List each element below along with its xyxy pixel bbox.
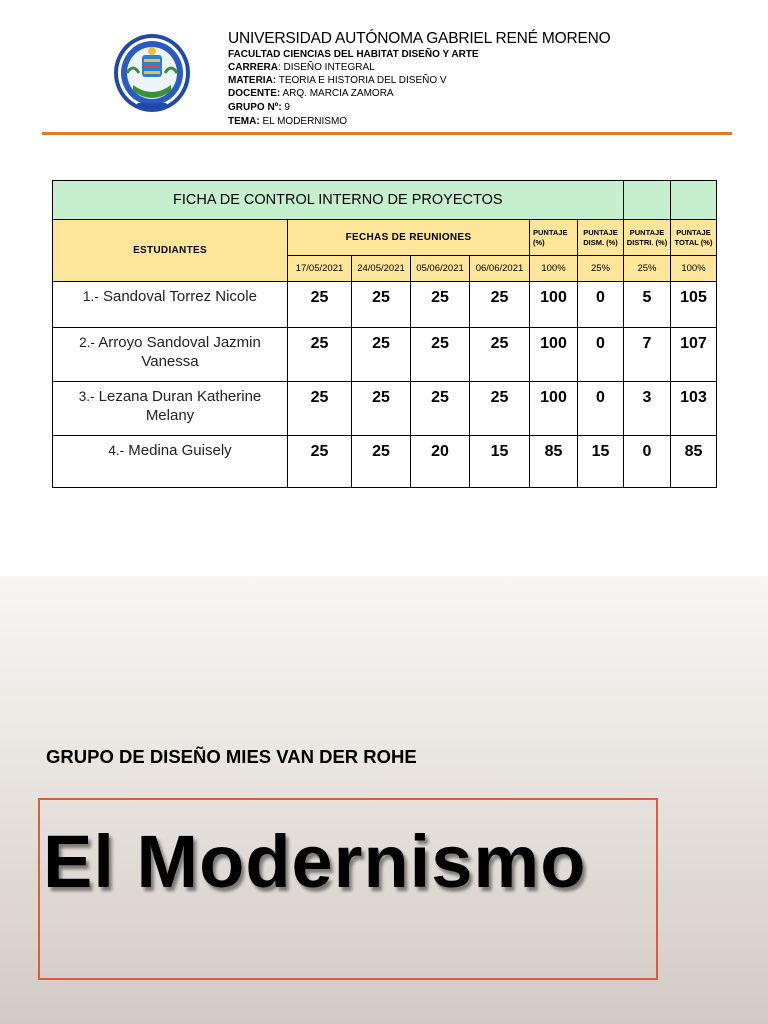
total-header: PUNTAJE TOTAL (%) [671, 220, 717, 256]
student-name-cell [53, 382, 288, 436]
weight-cell: 25% [624, 256, 671, 282]
distri-cell: 3 [624, 382, 671, 436]
score-cell: 25 [288, 328, 352, 382]
header-divider [42, 132, 732, 135]
student-number: 3.- [78, 389, 95, 404]
table-title: FICHA DE CONTROL INTERNO DE PROYECTOS [53, 181, 624, 220]
student-name: Sandoval Torrez Nicole [102, 288, 257, 305]
weight-cell: 100% [671, 256, 717, 282]
distri-cell: 7 [624, 328, 671, 382]
teacher-value: ARQ. MARCIA ZAMORA [280, 88, 394, 99]
puntaje-cell: 100 [530, 382, 578, 436]
score-cell: 25 [288, 282, 352, 328]
date-cell: 06/06/2021 [470, 256, 530, 282]
puntaje-cell: 100 [530, 282, 578, 328]
score-cell: 25 [411, 282, 470, 328]
group-value: 9 [281, 102, 290, 113]
topic-line [228, 117, 347, 127]
score-cell: 25 [470, 328, 530, 382]
university-name: UNIVERSIDAD AUTÓNOMA GABRIEL RENÉ MORENO [228, 30, 611, 47]
distri-cell: 5 [624, 282, 671, 328]
teacher-label: DOCENTE: [228, 88, 281, 99]
table-row [53, 436, 717, 488]
score-cell: 25 [411, 382, 470, 436]
career-label: CARRERA [228, 62, 278, 73]
student-number: 1.- [83, 289, 99, 304]
score-cell: 20 [411, 436, 470, 488]
score-cell: 25 [288, 382, 352, 436]
career-value: : DISEÑO INTEGRAL [278, 62, 375, 73]
main-title: El Modernismo [43, 820, 587, 903]
score-cell: 25 [411, 328, 470, 382]
design-group-title: GRUPO DE DISEÑO MIES VAN DER ROHE [46, 746, 417, 767]
total-cell: 103 [671, 382, 717, 436]
score-cell: 25 [352, 382, 411, 436]
dism-cell: 15 [578, 436, 624, 488]
topic-value: EL MODERNISMO [259, 116, 348, 127]
subject-value: TEORIA E HISTORIA DEL DISEÑO V [276, 75, 447, 86]
total-cell: 105 [671, 282, 717, 328]
distri-header: PUNTAJE DISTRI. (%) [624, 220, 671, 256]
topic-label: TEMA: [228, 116, 260, 127]
score-cell: 25 [352, 282, 411, 328]
group-label: GRUPO Nº: [228, 102, 282, 113]
date-cell: 17/05/2021 [288, 256, 352, 282]
students-header: ESTUDIANTES [53, 220, 288, 282]
table-title-blank [671, 181, 717, 220]
score-cell: 15 [470, 436, 530, 488]
student-name: Medina Guisely [128, 442, 232, 459]
date-cell: 05/06/2021 [411, 256, 470, 282]
date-cell: 24/05/2021 [352, 256, 411, 282]
puntaje-cell: 100 [530, 328, 578, 382]
dism-cell: 0 [578, 282, 624, 328]
puntaje-cell: 85 [530, 436, 578, 488]
score-cell: 25 [352, 328, 411, 382]
student-name-cell [53, 436, 288, 488]
teacher-line [228, 89, 394, 99]
table-row [53, 328, 717, 382]
distri-cell: 0 [624, 436, 671, 488]
student-name: Lezana Duran Katherine Melany [98, 388, 262, 424]
total-cell: 107 [671, 328, 717, 382]
weight-cell: 100% [530, 256, 578, 282]
table-title-blank [624, 181, 671, 220]
student-number: 2.- [79, 335, 95, 350]
weight-cell: 25% [578, 256, 624, 282]
score-cell: 25 [288, 436, 352, 488]
faculty-name: FACULTAD CIENCIAS DEL HABITAT DISEÑO Y ARTE [228, 49, 479, 60]
score-cell: 25 [470, 282, 530, 328]
table-row [53, 282, 717, 328]
student-name: Arroyo Sandoval Jazmin Vanessa [98, 334, 261, 370]
subject-label: MATERIA: [228, 75, 277, 86]
puntaje-header: PUNTAJE (%) [530, 220, 578, 256]
student-name-cell [53, 328, 288, 382]
total-cell: 85 [671, 436, 717, 488]
project-control-table [52, 180, 717, 488]
table-row [53, 382, 717, 436]
dates-header: FECHAS DE REUNIONES [288, 220, 530, 256]
dism-cell: 0 [578, 382, 624, 436]
dism-header: PUNTAJE DISM. (%) [578, 220, 624, 256]
university-seal-icon [113, 33, 191, 113]
student-name-cell [53, 282, 288, 328]
student-number: 4.- [108, 443, 125, 458]
subject-line [228, 76, 447, 86]
score-cell: 25 [470, 382, 530, 436]
group-line [228, 103, 290, 113]
score-cell: 25 [352, 436, 411, 488]
career-line [228, 63, 375, 73]
dism-cell: 0 [578, 328, 624, 382]
